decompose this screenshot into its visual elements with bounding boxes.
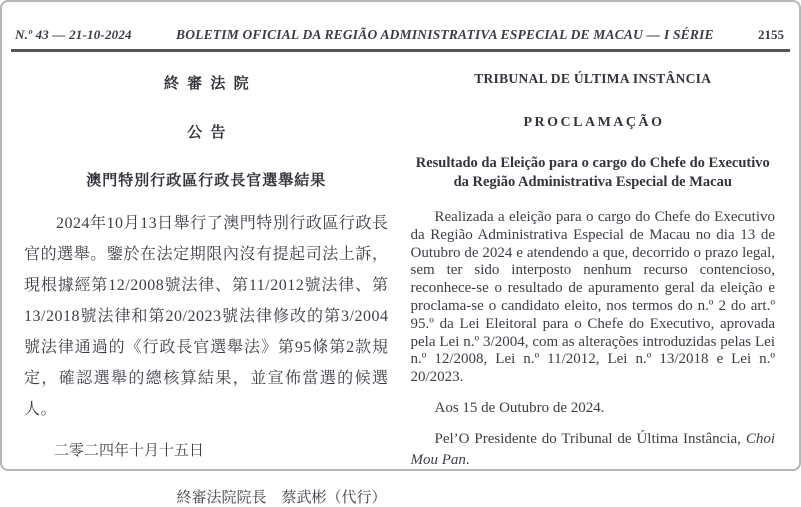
masthead	[2, 2, 799, 43]
issue-number: N.º 43 — 21-10-2024	[15, 27, 132, 42]
date-line-zh: 二零二四年十月十五日	[54, 443, 205, 459]
portuguese-column	[411, 65, 776, 507]
signature-line-pt	[411, 429, 776, 471]
date-line-pt: Aos 15 de Outubro de 2024.	[434, 399, 605, 416]
subject-title-zh: 澳門特別行政區行政長官選舉結果	[86, 173, 327, 189]
content-columns	[2, 52, 799, 507]
masthead-title: BOLETIM OFICIAL DA REGIÃO ADMINISTRATIVA ESPECIAL DE MACAU — I SÉRIE	[175, 27, 714, 42]
signature-prefix: Pel’O Presidente do Tribunal de Última Instância,	[434, 430, 746, 447]
signature-line-zh: 終審法院院長 蔡武彬（代行）	[176, 490, 387, 506]
body-paragraph-zh: 2024年10月13日舉行了澳門特別行政區行政長官的選舉。鑒於在法定期限內沒有提起司法上訴，現根據經第12/2008號法律、第11/2012號法律、第13/2018號法律和第20/2023號法律修改的第3/2004號法律通過的《行政長官選舉法》第95條第2款規定，確認選舉的總核算結果，並宣佈當選的候選人。	[24, 215, 389, 418]
issuing-court-zh: 終審法院	[163, 76, 257, 92]
signature-period: .	[465, 451, 470, 468]
body-paragraph-pt: Realizada a eleição para o cargo do Chefe do Executivo da Região Administrativa Especial de Macau no dia 13 de Outubro de 2024 e atendendo a que, decorrido o prazo legal, sem ter sido interposto nenhum recurso contencioso, reconhece-se o resultado de apuramento geral da eleição e proclama-se o candidato eleito, nos termos do n.º 2 do art.º 95.º da Lei Eleitoral para o Chefe do Executivo, aprovada pela Lei n.º 3/2004, com as alterações introduzidas pelas Lei n.º 12/2008, Lei n.º 11/2012, Lei n.º 13/2018 e Lei n.º 20/2023.	[410, 209, 775, 386]
page-number: 2155	[758, 27, 784, 42]
signature-name: Choi Mou Pan	[410, 430, 775, 468]
subject-title-pt: Resultado da Eleição para o cargo do Chefe do Executivo da Região Administrativa Especial de Macau	[415, 155, 770, 190]
issuing-court-pt: TRIBUNAL DE ÚLTIMA INSTÂNCIA	[474, 71, 712, 86]
chinese-column	[24, 65, 389, 507]
doc-type-zh: 公告	[187, 125, 234, 141]
doc-type-pt: PROCLAMAÇÃO	[523, 115, 665, 130]
